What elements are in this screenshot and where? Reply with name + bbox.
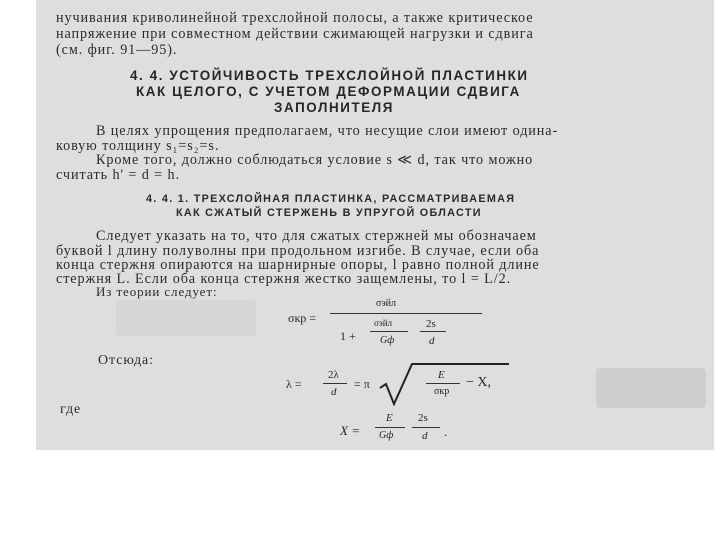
section-heading: КАК ЦЕЛОГО, С УЧЕТОМ ДЕФОРМАЦИИ СДВИГА: [136, 84, 521, 99]
fraction-bar: [370, 331, 408, 332]
text-line: В целях упрощения предполагаем, что несущие слои имеют одина-: [96, 123, 559, 139]
formula-term: σэйл: [376, 298, 397, 309]
fraction-bar: [375, 427, 405, 428]
fraction-bar: [426, 383, 460, 384]
text-line: Из теории следует:: [96, 284, 218, 299]
formula-term: 2λ: [328, 369, 339, 381]
text-line: Кроме того, должно соблюдаться условие s ≪ d, так что можно: [96, 152, 534, 168]
text-line: конца стержня опираются на шарнирные опоры, l равно полной длине: [56, 257, 540, 273]
text-line: Отсюда:: [98, 353, 154, 368]
fraction-bar: [412, 427, 440, 428]
formula-term: d: [422, 430, 428, 442]
text-line: считать h' = d = h.: [56, 167, 180, 183]
text-line: стержня L. Если оба конца стержня жестко защемлены, то l = L/2.: [56, 271, 512, 287]
formula-term: λ =: [286, 377, 302, 391]
formula-term: = π: [354, 377, 370, 391]
formula-term: σкр: [434, 386, 450, 397]
formula-term: 2s: [418, 412, 428, 424]
formula-term: − X,: [466, 375, 492, 390]
scan-smudge: [596, 368, 706, 408]
formula-term: Gф: [379, 430, 394, 441]
formula-term: σкр =: [288, 311, 317, 325]
formula-term: E: [438, 369, 445, 381]
fraction-bar: [323, 383, 347, 384]
text-line: Следует указать на то, что для сжатых стержней мы обозначаем: [96, 228, 537, 244]
subsection-heading: 4. 4. 1. ТРЕХСЛОЙНАЯ ПЛАСТИНКА, РАССМАТРИВАЕМАЯ: [146, 193, 516, 205]
text-line: напряжение при совместном действии сжимающей нагрузки и сдвига: [56, 26, 534, 42]
formula-term: .: [444, 424, 448, 439]
fraction-bar: [330, 313, 482, 314]
scan-smudge: [116, 300, 256, 336]
formula-term: Gф: [380, 335, 395, 346]
text-line: ковую толщину s₁=s₂=s.: [56, 138, 220, 154]
subsection-heading: КАК СЖАТЫЙ СТЕРЖЕНЬ В УПРУГОЙ ОБЛАСТИ: [176, 207, 482, 219]
formula-term: 1 +: [340, 329, 356, 343]
formula-term: 2s: [426, 318, 436, 330]
formula-term: X =: [340, 423, 360, 438]
text-line: (см. фиг. 91—95).: [56, 42, 178, 58]
scanned-page: [36, 0, 714, 450]
section-heading: 4. 4. УСТОЙЧИВОСТЬ ТРЕХСЛОЙНОЙ ПЛАСТИНКИ: [130, 68, 529, 83]
text-line: нучивания криволинейной трехслойной полосы, а также критическое: [56, 10, 534, 26]
formula-term: d: [331, 386, 337, 398]
formula-term: d: [429, 335, 435, 347]
text-line: где: [60, 402, 82, 417]
section-heading: ЗАПОЛНИТЕЛЯ: [274, 100, 395, 115]
radical-bar: [413, 363, 509, 365]
radical-icon: [378, 362, 414, 406]
formula-term: σэйл: [374, 318, 393, 328]
fraction-bar: [420, 331, 446, 332]
formula-term: E: [386, 412, 393, 424]
text-line: буквой l длину полуволны при продольном изгибе. В случае, если оба: [56, 243, 540, 259]
